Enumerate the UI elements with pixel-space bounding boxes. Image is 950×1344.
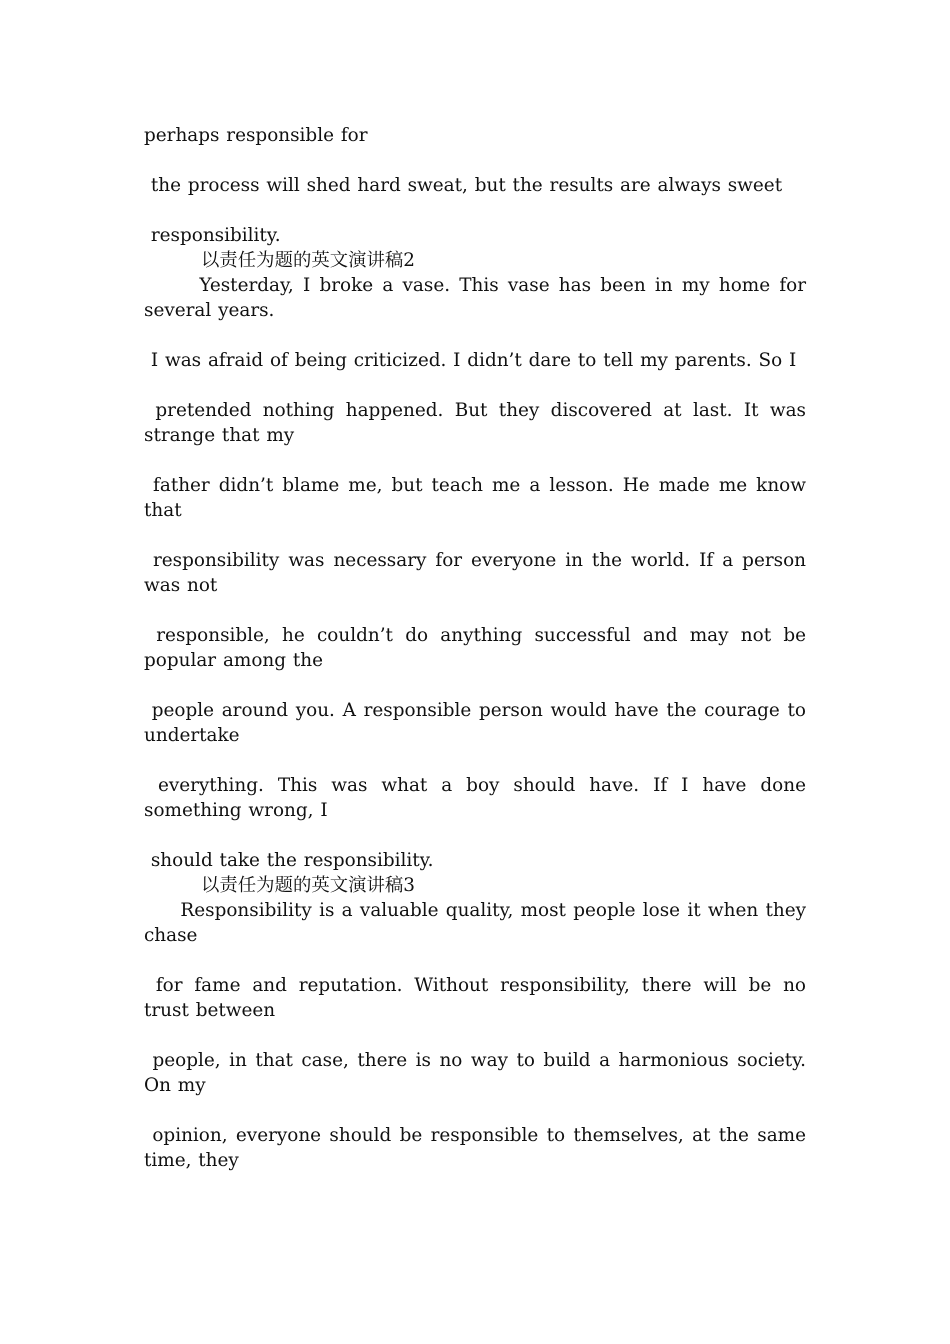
- body-paragraph: Responsibility is a valuable quality, most people lose it when they chase: [144, 900, 813, 946]
- paragraph-gap: [144, 748, 806, 773]
- paragraph-gap: [144, 198, 806, 223]
- paragraph-gap: [144, 523, 806, 548]
- body-paragraph: people around you. A responsible person would have the courage to undertake: [144, 700, 813, 746]
- body-paragraph: should take the responsibility.: [144, 850, 434, 871]
- body-paragraph: people, in that case, there is no way to build a harmonious society. On my: [144, 1050, 813, 1096]
- document-body: [144, 123, 813, 1173]
- paragraph-gap: [144, 1023, 806, 1048]
- section-heading: 以责任为题的英文演讲稿2: [201, 250, 415, 271]
- body-paragraph: the process will shed hard sweat, but the results are always sweet: [144, 175, 783, 196]
- body-paragraph: responsibility.: [144, 225, 281, 246]
- body-paragraph: Yesterday, I broke a vase. This vase has been in my home for several years.: [144, 275, 813, 321]
- body-paragraph: responsible, he couldn’t do anything successful and may not be popular among the: [144, 625, 813, 671]
- body-paragraph: pretended nothing happened. But they discovered at last. It was strange that my: [144, 400, 813, 446]
- body-paragraph: for fame and reputation. Without responsibility, there will be no trust between: [144, 975, 813, 1021]
- paragraph-gap: [144, 598, 806, 623]
- paragraph-gap: [144, 448, 806, 473]
- paragraph-gap: [144, 673, 806, 698]
- paragraph-gap: [144, 1098, 806, 1123]
- paragraph-gap: [144, 823, 806, 848]
- body-paragraph: I was afraid of being criticized. I didn’t dare to tell my parents. So I: [144, 350, 797, 371]
- section-heading: 以责任为题的英文演讲稿3: [201, 875, 415, 896]
- paragraph-gap: [144, 148, 806, 173]
- paragraph-gap: [144, 948, 806, 973]
- body-paragraph: responsibility was necessary for everyone in the world. If a person was not: [144, 550, 813, 596]
- paragraph-gap: [144, 323, 806, 348]
- body-paragraph: father didn’t blame me, but teach me a lesson. He made me know that: [144, 475, 813, 521]
- body-paragraph: perhaps responsible for: [144, 125, 368, 146]
- body-paragraph: opinion, everyone should be responsible to themselves, at the same time, they: [144, 1125, 813, 1171]
- paragraph-gap: [144, 373, 806, 398]
- body-paragraph: everything. This was what a boy should have. If I have done something wrong, I: [144, 775, 813, 821]
